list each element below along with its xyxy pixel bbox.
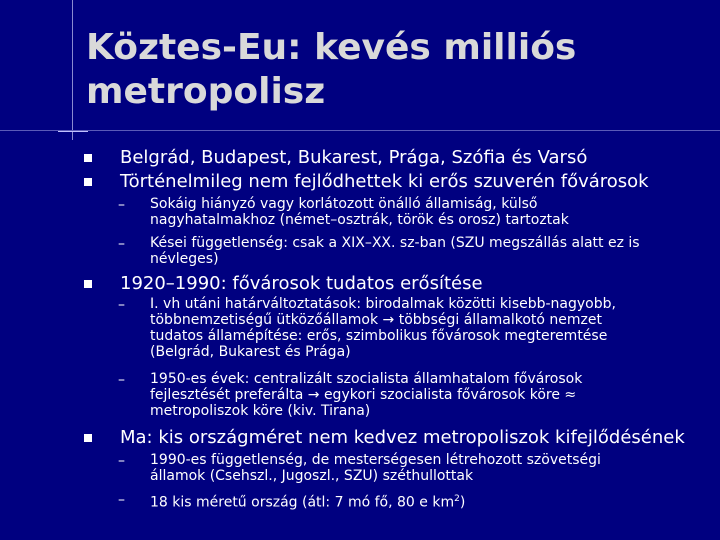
- sub-bullet-text: [150, 296, 710, 360]
- sub-bullet-text: [150, 371, 710, 419]
- sub-bullet-dash: –: [118, 297, 125, 313]
- slide-title: [86, 26, 686, 114]
- sub-line-end: ): [459, 494, 466, 511]
- sub-bullet-dash: –: [118, 197, 125, 213]
- sub-line: Sokáig hiányzó vagy korlátozott önálló államiság, külső: [150, 196, 538, 212]
- sub-line: 1990-es függetlenség, de mesterségesen létrehozott szövetségi: [150, 452, 601, 468]
- sub-bullet-text: [150, 452, 710, 484]
- sub-bullet-text: [150, 491, 710, 511]
- decorative-vertical-line: [72, 0, 73, 140]
- sub-line: 18 kis méretű ország (átl: 7 mó fő, 80 e km: [150, 494, 455, 511]
- sub-bullet-dash: –: [118, 372, 125, 388]
- sub-line: névleges): [150, 251, 219, 267]
- decorative-cross-highlight: [58, 131, 88, 132]
- bullet-text: Történelmileg nem fejlődhettek ki erős szuverén fővárosok: [120, 171, 649, 192]
- bullet-marker: [84, 178, 92, 186]
- bullet-marker: [84, 434, 92, 442]
- sub-line: államok (Csehszl., Jugoszl., SZU) széthullottak: [150, 468, 474, 484]
- sub-bullet-dash: –: [118, 453, 125, 469]
- bullet-marker: [84, 280, 92, 288]
- sub-line: 1950-es évek: centralizált szocialista államhatalom fővárosok: [150, 371, 583, 387]
- sub-bullet-text: [150, 235, 710, 267]
- bullet-text: Ma: kis országméret nem kedvez metropoliszok kifejlődésének: [120, 427, 685, 448]
- bullet-text: 1920–1990: fővárosok tudatos erősítése: [120, 273, 483, 294]
- sub-line: metropoliszok köre (kiv. Tirana): [150, 403, 371, 419]
- sub-bullet-dash: –: [118, 492, 125, 508]
- decorative-horizontal-line: [0, 130, 720, 131]
- sub-bullet-dash: –: [118, 236, 125, 252]
- sub-line: Kései függetlenség: csak a XIX–XX. sz-ban (SZU megszállás alatt ez is: [150, 235, 640, 251]
- sub-line: többnemzetiségű ütközőállamok → többségi államalkotó nemzet: [150, 312, 602, 328]
- superscript: 2: [454, 494, 460, 504]
- bullet-text: Belgrád, Budapest, Bukarest, Prága, Szófia és Varsó: [120, 147, 588, 168]
- title-line-2: metropolisz: [86, 71, 326, 112]
- sub-line: (Belgrád, Bukarest és Prága): [150, 344, 351, 360]
- sub-bullet-text: [150, 196, 710, 228]
- bullet-marker: [84, 154, 92, 162]
- sub-line: I. vh utáni határváltoztatások: birodalmak közötti kisebb-nagyobb,: [150, 296, 616, 312]
- sub-line: fejlesztését preferálta → egykori szocialista fővárosok köre ≈: [150, 387, 577, 403]
- sub-line: nagyhatalmakhoz (német–osztrák, török és orosz) tartoztak: [150, 212, 569, 228]
- sub-line: tudatos államépítése: erős, szimbolikus fővárosok megteremtése: [150, 328, 608, 344]
- title-line-1: Köztes-Eu: kevés milliós: [86, 27, 577, 68]
